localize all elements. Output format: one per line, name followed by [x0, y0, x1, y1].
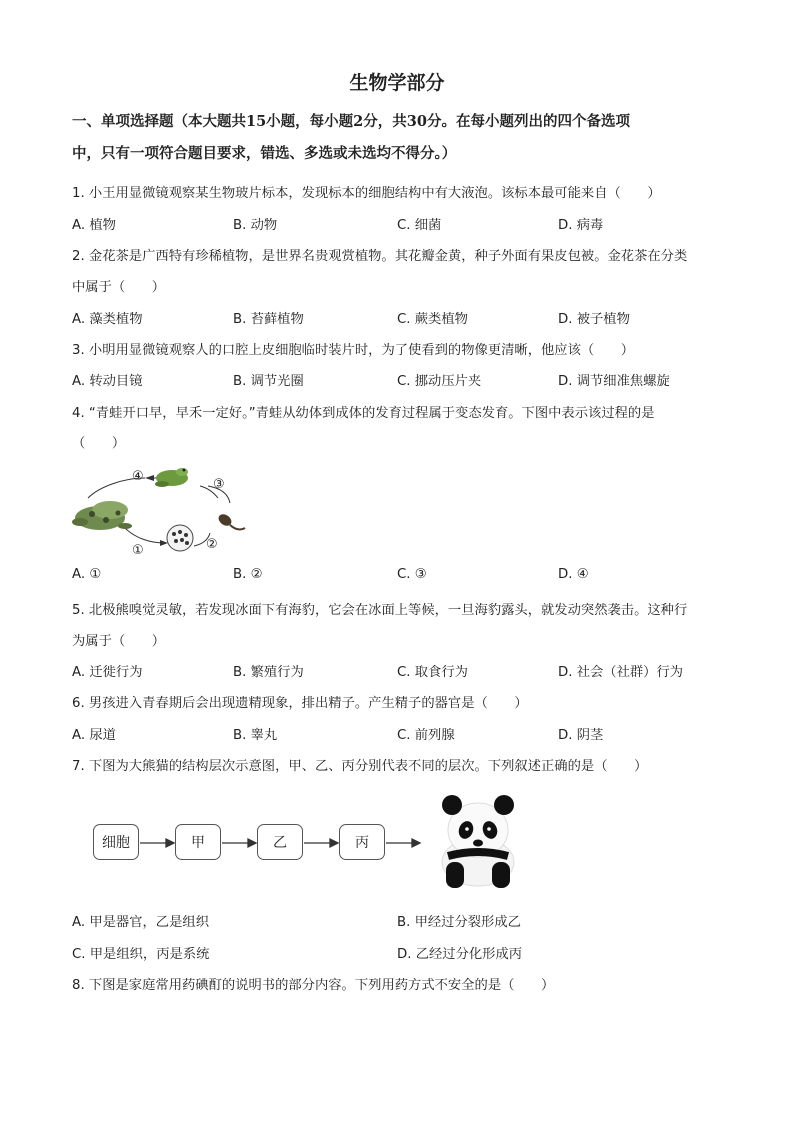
q3-option-b: B. 调节光圈 — [233, 374, 304, 389]
q5-option-c: C. 取食行为 — [397, 665, 468, 680]
giant-panda-image — [432, 790, 524, 890]
q7-option-c: C. 甲是组织，丙是系统 — [72, 947, 210, 962]
flow-box-jia: 甲 — [175, 824, 221, 860]
q2-option-c: C. 蕨类植物 — [397, 312, 468, 327]
label-1: ① — [132, 543, 144, 558]
question-6-text: 6. 男孩进入青春期后会出现遗精现象，排出精子。产生精子的器官是（ ） — [72, 696, 528, 711]
flow-arrows — [0, 830, 440, 860]
q6-option-a: A. 尿道 — [72, 728, 116, 743]
frog-eggs-icon — [167, 525, 193, 551]
label-4: ④ — [132, 469, 144, 484]
question-5-text: 5. 北极熊嗅觉灵敏，若发现冰面下有海豹，它会在冰面上等候，一旦海豹露头，就发动突然袭击。这种行 — [72, 603, 688, 618]
q5-option-d: D. 社会（社群）行为 — [558, 665, 684, 680]
q4-option-c: C. ③ — [397, 567, 427, 582]
frog-icon — [155, 468, 188, 487]
q7-option-d: D. 乙经过分化形成丙 — [397, 947, 523, 962]
question-8-text: 8. 下图是家庭常用药碘酊的说明书的部分内容。下列用药方式不安全的是（ ） — [72, 978, 555, 993]
q5-option-b: B. 繁殖行为 — [233, 665, 304, 680]
q4-option-a: A. ① — [72, 567, 102, 582]
q2-option-d: D. 被子植物 — [558, 312, 630, 327]
q1-option-d: D. 病毒 — [558, 218, 604, 233]
q7-option-b: B. 甲经过分裂形成乙 — [397, 915, 521, 930]
page-title: 生物学部分 — [349, 72, 445, 94]
tadpole-icon — [216, 512, 245, 530]
frog-life-cycle-figure — [70, 458, 255, 563]
adult-frogs-icon — [72, 501, 132, 530]
q5-option-a: A. 迁徙行为 — [72, 665, 143, 680]
q4-option-d: D. ④ — [558, 567, 589, 582]
q4-option-b: B. ② — [233, 567, 263, 582]
label-2: ② — [206, 537, 218, 552]
q1-option-c: C. 细菌 — [397, 218, 442, 233]
q2-option-a: A. 藻类植物 — [72, 312, 143, 327]
q2-option-b: B. 苔藓植物 — [233, 312, 304, 327]
q6-option-d: D. 阴茎 — [558, 728, 604, 743]
question-4-text-cont: （ ） — [72, 436, 126, 451]
question-3-text: 3. 小明用显微镜观察人的口腔上皮细胞临时装片时，为了使看到的物像更清晰，他应该（ ） — [72, 343, 635, 358]
q3-option-a: A. 转动目镜 — [72, 374, 143, 389]
section-heading-line1: 一、单项选择题（本大题共15小题，每小题2分，共30分。在每小题列出的四个备选项 — [72, 113, 630, 130]
flow-box-cell: 细胞 — [93, 824, 139, 860]
q6-option-b: B. 睾丸 — [233, 728, 278, 743]
question-2-text: 2. 金花茶是广西特有珍稀植物，是世界名贵观赏植物。其花瓣金黄，种子外面有果皮包被。金花茶在分类 — [72, 249, 688, 264]
flow-box-yi: 乙 — [257, 824, 303, 860]
label-3: ③ — [213, 477, 225, 492]
q3-option-c: C. 挪动压片夹 — [397, 374, 482, 389]
q1-option-a: A. 植物 — [72, 218, 116, 233]
q1-option-b: B. 动物 — [233, 218, 278, 233]
section-heading-line2: 中，只有一项符合题目要求，错选、多选或未选均不得分。） — [72, 145, 457, 162]
question-5-text-cont: 为属于（ ） — [72, 634, 166, 649]
flow-box-bing: 丙 — [339, 824, 385, 860]
question-2-text-cont: 中属于（ ） — [72, 280, 166, 295]
question-7-text: 7. 下图为大熊猫的结构层次示意图，甲、乙、丙分别代表不同的层次。下列叙述正确的是（ ） — [72, 759, 648, 774]
question-4-text: 4. “青蛙开口早，早禾一定好。”青蛙从幼体到成体的发育过程属于变态发育。下图中表示该过程的是 — [72, 406, 655, 421]
question-1-text: 1. 小王用显微镜观察某生物玻片标本，发现标本的细胞结构中有大液泡。该标本最可能来自（ ） — [72, 186, 661, 201]
q7-option-a: A. 甲是器官，乙是组织 — [72, 915, 209, 930]
q6-option-c: C. 前列腺 — [397, 728, 455, 743]
q3-option-d: D. 调节细准焦螺旋 — [558, 374, 670, 389]
